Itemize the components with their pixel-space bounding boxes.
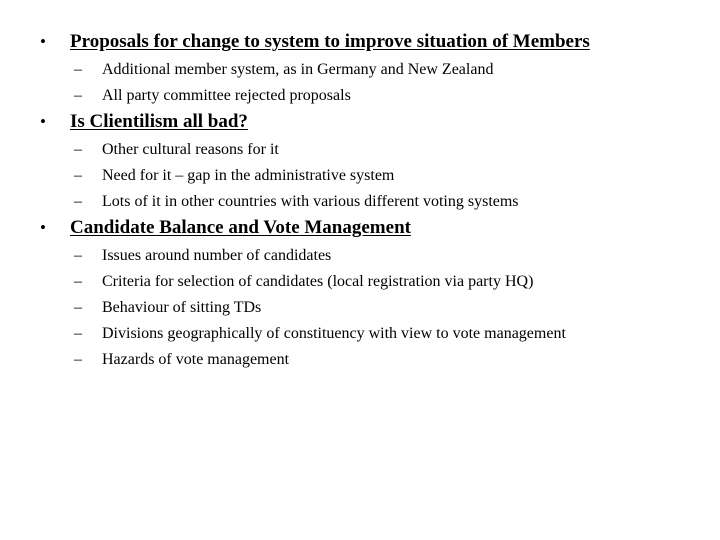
list-item-text: Lots of it in other countries with various different voting systems [102,193,519,210]
section-heading-row [0,215,720,245]
dash-icon: – [74,61,82,78]
bullet-icon: • [40,32,46,51]
section-heading-row [0,109,720,139]
list-item-text: Additional member system, as in Germany and New Zealand [102,61,494,78]
dash-icon: – [74,351,82,368]
list-item-text: Divisions geographically of constituency with view to vote management [102,325,566,342]
list-item-text: Issues around number of candidates [102,247,332,264]
list-item [0,271,720,297]
list-item [0,165,720,191]
dash-icon: – [74,141,82,158]
list-item [0,323,720,349]
section-heading: Proposals for change to system to improve situation of Members [70,31,590,52]
list-item-text: Behaviour of sitting TDs [102,299,262,316]
dash-icon: – [74,87,82,104]
list-item [0,297,720,323]
list-item [0,245,720,271]
dash-icon: – [74,167,82,184]
sub-list [0,139,720,217]
section-heading: Is Clientilism all bad? [70,111,248,132]
list-item-text: All party committee rejected proposals [102,87,351,104]
sub-list [0,245,720,375]
list-item [0,191,720,217]
dash-icon: – [74,247,82,264]
section-candidate-balance [0,215,720,375]
list-item-text: Criteria for selection of candidates (local registration via party HQ) [102,273,534,290]
list-item [0,139,720,165]
list-item [0,349,720,375]
dash-icon: – [74,273,82,290]
list-item-text: Hazards of vote management [102,351,290,368]
dash-icon: – [74,325,82,342]
list-item-text: Need for it – gap in the administrative system [102,167,395,184]
list-item-text: Other cultural reasons for it [102,141,279,158]
list-item [0,85,720,111]
dash-icon: – [74,299,82,316]
bullet-icon: • [40,112,46,131]
list-item [0,59,720,85]
dash-icon: – [74,193,82,210]
section-proposals [0,29,720,111]
section-heading: Candidate Balance and Vote Management [70,217,411,238]
bullet-icon: • [40,218,46,237]
section-heading-row [0,29,720,59]
section-clientilism [0,109,720,217]
sub-list [0,59,720,111]
